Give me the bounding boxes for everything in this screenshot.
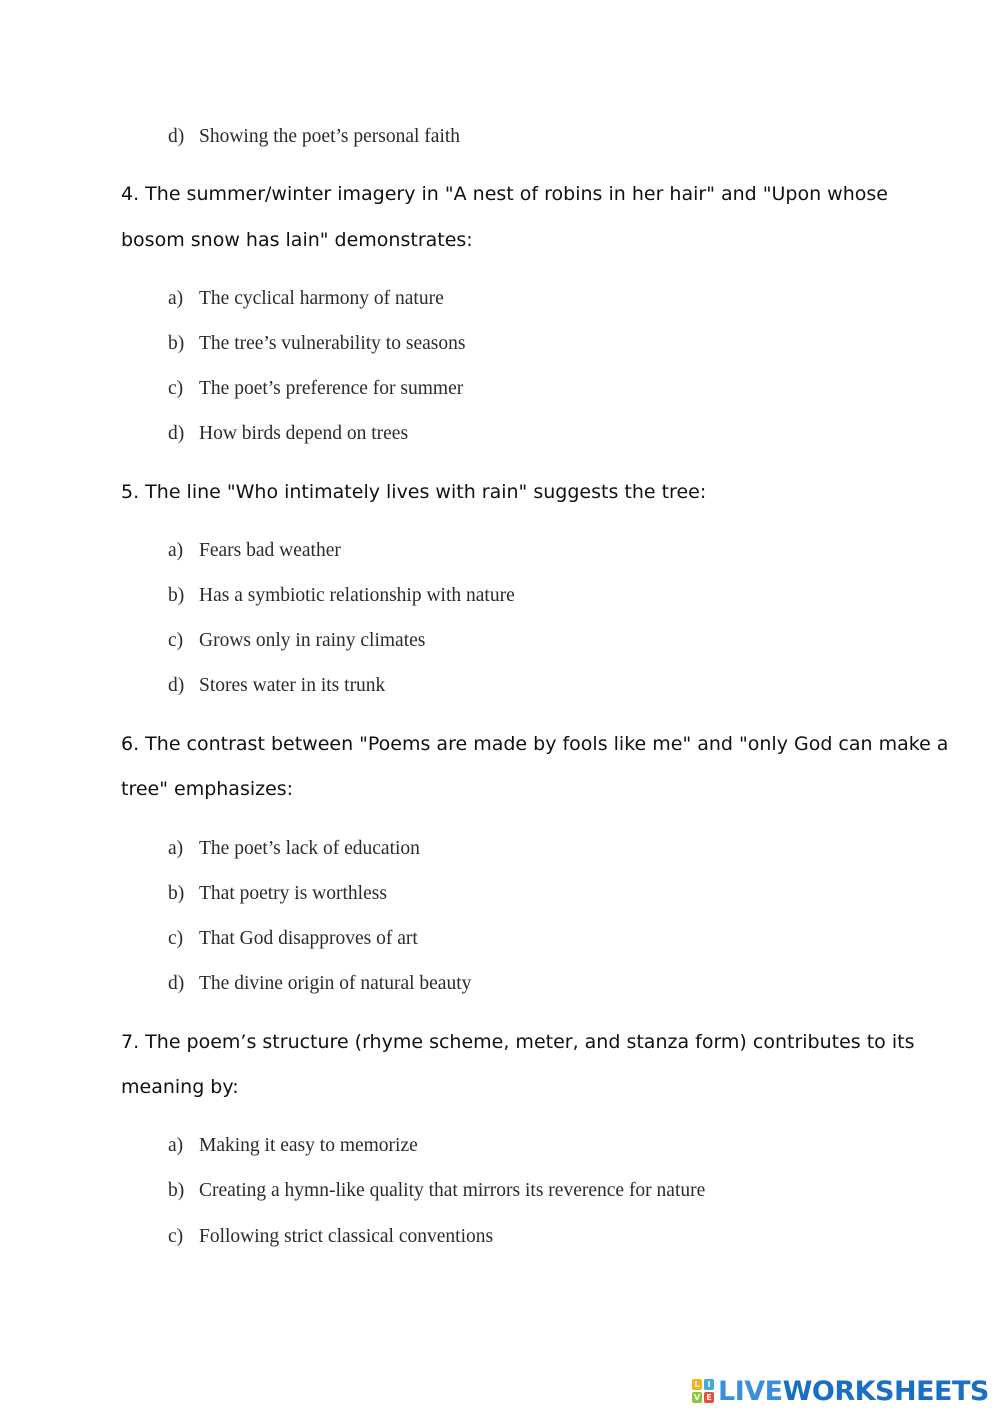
question-5-line-1: 5. The line "Who intimately lives with rain" suggests the tree: xyxy=(121,481,707,503)
question-4-line-2: bosom snow has lain" demonstrates: xyxy=(121,229,473,251)
question-4-option-b[interactable]: b) The tree’s vulnerability to seasons xyxy=(168,333,466,354)
question-6-option-c[interactable]: c) That God disapproves of art xyxy=(168,928,418,949)
question-4-line-1: 4. The summer/winter imagery in "A nest of robins in her hair" and "Upon whose xyxy=(121,183,888,205)
liveworksheets-logo xyxy=(692,1376,989,1406)
question-6-line-1: 6. The contrast between "Poems are made by fools like me" and "only God can make a xyxy=(121,733,949,755)
question-4-option-a[interactable]: a) The cyclical harmony of nature xyxy=(168,288,444,309)
question-5-option-d[interactable]: d) Stores water in its trunk xyxy=(168,675,386,696)
logo-mark-tile: L xyxy=(692,1379,702,1390)
question-7-option-a[interactable]: a) Making it easy to memorize xyxy=(168,1135,418,1156)
question-5-option-a[interactable]: a) Fears bad weather xyxy=(168,540,341,561)
question-5-option-c[interactable]: c) Grows only in rainy climates xyxy=(168,630,426,651)
question-7-option-c[interactable]: c) Following strict classical conventions xyxy=(168,1226,494,1247)
logo-mark-tile: I xyxy=(704,1379,714,1390)
question-6-line-2: tree" emphasizes: xyxy=(121,778,294,800)
logo-mark-tile: V xyxy=(693,1393,701,1402)
logo-text-worksheets: WORKSHEETS xyxy=(782,1375,989,1407)
question-4-option-d[interactable]: d) How birds depend on trees xyxy=(168,423,409,444)
question-5-option-b[interactable]: b) Has a symbiotic relationship with nature xyxy=(168,585,515,606)
question-6-option-d[interactable]: d) The divine origin of natural beauty xyxy=(168,973,472,994)
prev-option-d: d) Showing the poet’s personal faith xyxy=(168,126,461,147)
question-7-option-b[interactable]: b) Creating a hymn-like quality that mirrors its reverence for nature xyxy=(168,1180,706,1201)
logo-text-live: LIVE xyxy=(718,1375,783,1407)
question-6-option-a[interactable]: a) The poet’s lack of education xyxy=(168,838,420,859)
question-4-option-c[interactable]: c) The poet’s preference for summer xyxy=(168,378,464,399)
question-6-option-b[interactable]: b) That poetry is worthless xyxy=(168,883,387,904)
liveworksheets-mark-icon xyxy=(692,1379,714,1403)
logo-mark-tile: E xyxy=(704,1392,714,1403)
question-7-line-1: 7. The poem’s structure (rhyme scheme, meter, and stanza form) contributes to its xyxy=(121,1031,915,1053)
question-7-line-2: meaning by: xyxy=(121,1076,239,1098)
